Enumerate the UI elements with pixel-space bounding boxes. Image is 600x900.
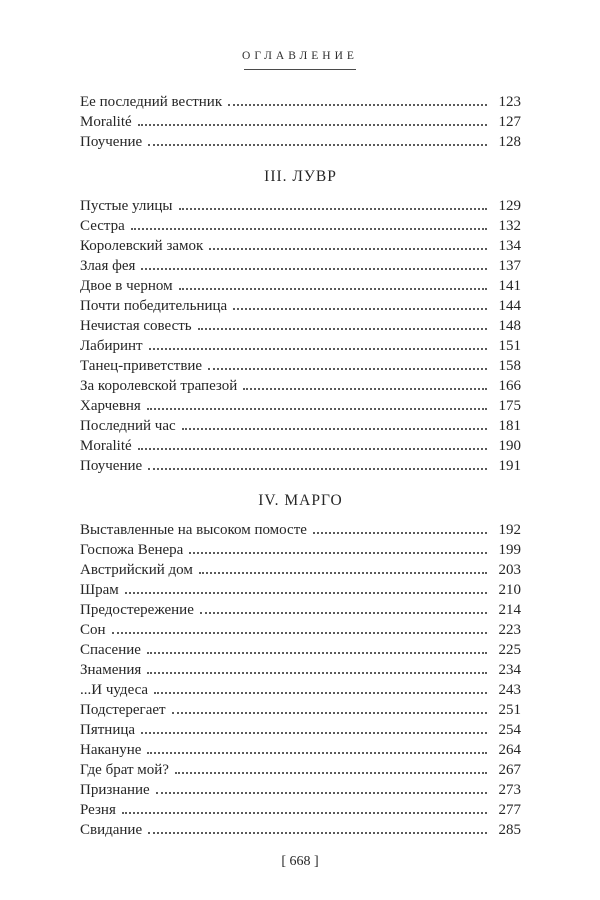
toc-entry-page: 234 — [498, 662, 521, 678]
toc-entry-title: Знамения — [80, 662, 142, 678]
dot-leader — [154, 692, 487, 694]
toc-entry-page: 151 — [498, 338, 521, 354]
toc-entry-page: 254 — [498, 722, 521, 738]
toc-entry-page: 192 — [498, 522, 521, 538]
toc-entry — [80, 580, 521, 600]
toc-entry-title: Нечистая совесть — [80, 318, 192, 334]
toc-entry-page: 129 — [498, 198, 521, 214]
toc-entry-page: 243 — [498, 682, 521, 698]
toc-entry-title: Ее последний вестник — [80, 94, 223, 110]
dot-leader — [200, 612, 487, 614]
toc-entry-page: 190 — [498, 438, 521, 454]
toc-entry — [80, 800, 521, 820]
toc-entry — [80, 196, 521, 216]
toc-entry — [80, 540, 521, 560]
toc-entry-title: Поучение — [80, 134, 143, 150]
toc-entry-page: 264 — [498, 742, 521, 758]
toc-entry — [80, 256, 521, 276]
dot-leader — [182, 428, 487, 430]
toc-entry — [80, 236, 521, 256]
dot-leader — [138, 448, 487, 450]
toc-entry — [80, 720, 521, 740]
toc-entry-title: Резня — [80, 802, 116, 818]
toc-entry-page: 127 — [498, 114, 521, 130]
toc-entry-title: Предостережение — [80, 602, 194, 618]
dot-leader — [148, 468, 487, 470]
dot-leader — [122, 812, 487, 814]
toc-entry-page: 214 — [498, 602, 521, 618]
section-heading: IV. МАРГО — [258, 492, 343, 509]
toc-entry-title: Двое в черном — [80, 278, 173, 294]
toc-entry-title: Харчевня — [80, 398, 141, 414]
toc-entry-page: 141 — [498, 278, 521, 294]
dot-leader — [147, 672, 487, 674]
dot-leader — [147, 408, 487, 410]
toc-entry-title: Пятница — [80, 722, 136, 738]
toc-entry-page: 251 — [498, 702, 521, 718]
toc-entry-title: Танец-приветствие — [80, 358, 203, 374]
toc-entry-title: Сестра — [80, 218, 125, 234]
toc-entry — [80, 560, 521, 580]
dot-leader — [179, 208, 488, 210]
toc-entry-page: 166 — [498, 378, 521, 394]
dot-leader — [179, 288, 487, 290]
toc-entry — [80, 216, 521, 236]
dot-leader — [141, 732, 487, 734]
toc-entry — [80, 600, 521, 620]
toc-entry-title: Выставленные на высоком помосте — [80, 522, 307, 538]
dot-leader — [175, 772, 487, 774]
dot-leader — [172, 712, 487, 714]
dot-leader — [313, 532, 487, 534]
toc-entry-page: 175 — [498, 398, 521, 414]
page-header-title: ОГЛАВЛЕНИЕ — [242, 50, 358, 62]
toc-entry-title: Поучение — [80, 458, 143, 474]
toc-entry — [80, 336, 521, 356]
toc-entry-page: 148 — [498, 318, 521, 334]
toc-entry — [80, 660, 521, 680]
toc-entry — [80, 296, 521, 316]
dot-leader — [148, 832, 487, 834]
toc-entry-title: Королевский замок — [80, 238, 204, 254]
toc-entry-page: 285 — [498, 822, 521, 838]
toc-entry-title: Moralité — [80, 438, 132, 454]
dot-leader — [125, 592, 487, 594]
dot-leader — [147, 752, 487, 754]
toc-entry-page: 123 — [498, 94, 521, 110]
toc-entry-title: Признание — [80, 782, 150, 798]
dot-leader — [138, 124, 487, 126]
toc-entry — [80, 740, 521, 760]
toc-entry — [80, 276, 521, 296]
toc-entry-title: Где брат мой? — [80, 762, 169, 778]
toc-entry — [80, 620, 521, 640]
toc-entry-page: 181 — [498, 418, 521, 434]
toc-entry-page: 134 — [498, 238, 521, 254]
dot-leader — [228, 104, 487, 106]
toc-entry-title: Австрийский дом — [80, 562, 193, 578]
toc-entry-title: За королевской трапезой — [80, 378, 238, 394]
dot-leader — [243, 388, 487, 390]
toc-entry-title: Лабиринт — [80, 338, 143, 354]
toc-entry — [80, 132, 521, 152]
section-heading: III. ЛУВР — [264, 168, 337, 185]
dot-leader — [131, 228, 487, 230]
toc-entry-page: 128 — [498, 134, 521, 150]
toc-entry — [80, 680, 521, 700]
page-number-folio: [ 668 ] — [281, 854, 319, 869]
toc-entry-title: ...И чудеса — [80, 682, 149, 698]
dot-leader — [149, 348, 487, 350]
toc-entry-page: 199 — [498, 542, 521, 558]
toc-entry-title: Сон — [80, 622, 106, 638]
toc-entry — [80, 456, 521, 476]
toc-entry-title: Свидание — [80, 822, 143, 838]
running-head — [0, 0, 600, 70]
toc-entry-page: 277 — [498, 802, 521, 818]
toc-entry-title: Последний час — [80, 418, 176, 434]
toc-entry-page: 137 — [498, 258, 521, 274]
toc-entry-title: Госпожа Венера — [80, 542, 184, 558]
toc-entry-page: 223 — [498, 622, 521, 638]
toc-entry-title: Накануне — [80, 742, 142, 758]
toc-entry — [80, 376, 521, 396]
toc-entry — [80, 436, 521, 456]
dot-leader — [209, 248, 487, 250]
toc-entry-page: 191 — [498, 458, 521, 474]
toc-entry — [80, 520, 521, 540]
toc-entry — [80, 316, 521, 336]
toc-entry — [80, 396, 521, 416]
toc-entry — [80, 780, 521, 800]
toc-entry-title: Подстерегает — [80, 702, 166, 718]
toc-entry-page: 144 — [498, 298, 521, 314]
dot-leader — [147, 652, 487, 654]
toc-entry-page: 210 — [498, 582, 521, 598]
dot-leader — [198, 328, 487, 330]
toc-entry-page: 203 — [498, 562, 521, 578]
toc-entry-title: Шрам — [80, 582, 119, 598]
toc-entry-page: 132 — [498, 218, 521, 234]
dot-leader — [156, 792, 487, 794]
toc-entry-page: 273 — [498, 782, 521, 798]
toc-entry-title: Злая фея — [80, 258, 136, 274]
toc-entry — [80, 640, 521, 660]
toc-entry — [80, 416, 521, 436]
toc-entry-page: 225 — [498, 642, 521, 658]
toc-entry — [80, 112, 521, 132]
dot-leader — [141, 268, 487, 270]
toc-entry-title: Moralité — [80, 114, 132, 130]
dot-leader — [189, 552, 487, 554]
toc-entry — [80, 92, 521, 112]
toc-entry — [80, 700, 521, 720]
dot-leader — [233, 308, 487, 310]
dot-leader — [208, 368, 487, 370]
toc-entry — [80, 356, 521, 376]
table-of-contents — [80, 92, 521, 840]
toc-entry — [80, 760, 521, 780]
toc-entry-title: Почти победительница — [80, 298, 228, 314]
toc-entry-page: 267 — [498, 762, 521, 778]
dot-leader — [112, 632, 487, 634]
header-rule — [244, 69, 356, 70]
toc-entry — [80, 820, 521, 840]
toc-entry-title: Пустые улицы — [80, 198, 173, 214]
toc-entry-page: 158 — [498, 358, 521, 374]
dot-leader — [199, 572, 487, 574]
toc-entry-title: Спасение — [80, 642, 141, 658]
dot-leader — [148, 144, 487, 146]
